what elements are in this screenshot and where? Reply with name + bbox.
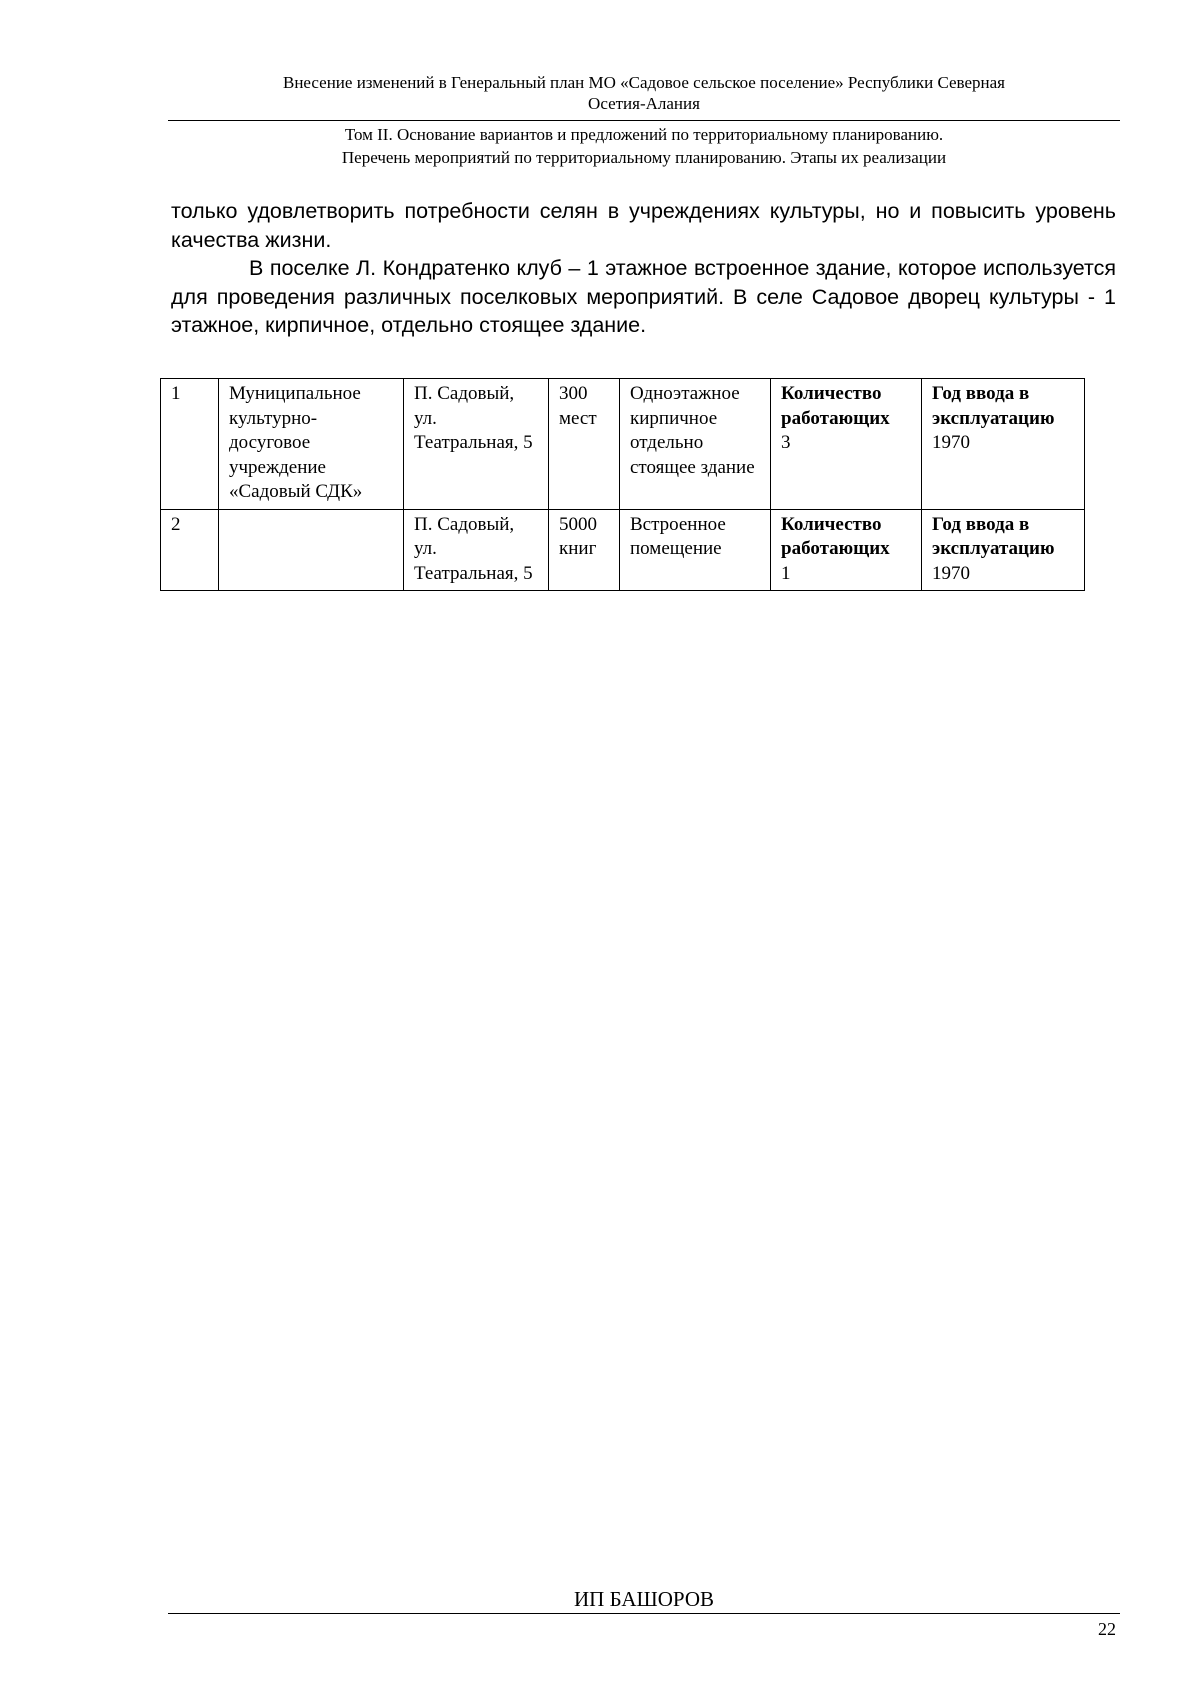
facility-year — [922, 509, 1085, 591]
facility-staff — [771, 509, 922, 591]
facility-capacity: 300 мест — [549, 379, 620, 510]
year-value: 1970 — [932, 432, 970, 453]
body-text — [171, 197, 1116, 340]
table-row — [161, 509, 1085, 591]
row-number: 1 — [161, 379, 219, 510]
year-label: Год ввода в эксплуатацию — [932, 383, 1055, 429]
staff-label: Количество работающих — [781, 513, 890, 559]
staff-value: 3 — [781, 432, 791, 453]
staff-value: 1 — [781, 562, 791, 584]
paragraph-club-description: В поселке Л. Кондратенко клуб – 1 этажное встроенное здание, которое используется для проведения различных поселковых мероприятий. В селе Садовое дворец культуры - 1 этажное, кирпичное, отдельно стоящее здание. — [171, 256, 1116, 337]
header-title-line2: Осетия-Алания — [588, 94, 700, 113]
facility-building: Одноэтажное кирпичное отдельно стоящее здание — [620, 379, 771, 510]
document-header — [168, 72, 1120, 114]
facility-name — [219, 509, 404, 591]
facility-year — [922, 379, 1085, 510]
footer-divider — [168, 1613, 1120, 1614]
table-row — [161, 379, 1085, 510]
staff-label: Количество работающих — [781, 383, 890, 429]
year-value: 1970 — [932, 562, 970, 584]
facility-name: Муниципальное культурно-досуговое учреждение «Садовый СДК» — [219, 379, 404, 510]
year-label: Год ввода в эксплуатацию — [932, 513, 1055, 559]
header-divider — [168, 120, 1120, 121]
facility-building: Встроенное помещение — [620, 509, 771, 591]
footer-company: ИП БАШОРОВ — [574, 1587, 714, 1611]
subheader-line1: Том II. Основание вариантов и предложений по территориальному планированию. — [344, 125, 944, 144]
paragraph-continuation: только удовлетворить потребности селян в учреждениях культуры, но и повысить уровень качества жизни. — [171, 199, 1116, 252]
subheader-line2: Перечень мероприятий по территориальному планированию. Этапы их реализации — [341, 148, 947, 167]
row-number: 2 — [161, 509, 219, 591]
facility-capacity: 5000 книг — [549, 509, 620, 591]
page-number: 22 — [1098, 1619, 1116, 1639]
facilities-table — [160, 378, 1085, 591]
facility-address: П. Садовый, ул. Театральная, 5 — [404, 509, 549, 591]
facility-address: П. Садовый, ул. Театральная, 5 — [404, 379, 549, 510]
facility-staff — [771, 379, 922, 510]
document-subheader — [168, 123, 1120, 169]
header-title-line1: Внесение изменений в Генеральный план МО «Садовое сельское поселение» Республики Северная — [283, 73, 1005, 92]
